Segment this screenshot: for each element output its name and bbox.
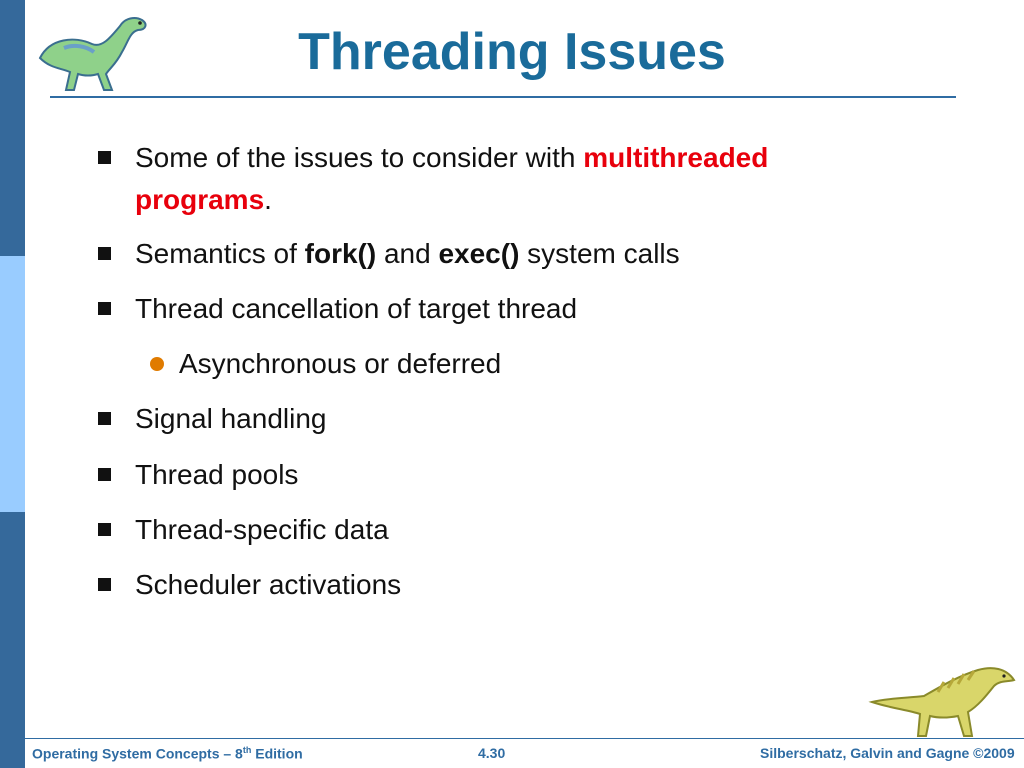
highlight-term: multithreaded	[583, 142, 769, 173]
square-bullet-icon	[98, 151, 111, 164]
square-bullet-icon	[98, 247, 111, 260]
bullet-text-post: system calls	[519, 238, 680, 269]
footer-authors: Silberschatz, Galvin and Gagne ©2009	[760, 745, 1015, 761]
round-bullet-icon	[150, 357, 164, 371]
bullet-text: Thread cancellation of target thread	[135, 293, 578, 324]
bullet-text: Thread pools	[135, 459, 299, 490]
square-bullet-icon	[98, 523, 111, 536]
slide-title: Threading Issues	[298, 23, 726, 81]
code-term-fork: fork()	[304, 238, 377, 269]
bullet-text-mid: and	[376, 238, 439, 269]
bullet-text: Some of the issues to consider with	[135, 142, 584, 173]
bullet-text: Signal handling	[135, 403, 327, 434]
footer-book-title: Operating System Concepts – 8th Edition	[32, 745, 303, 762]
page-number: 4.30	[478, 745, 506, 761]
square-bullet-icon	[98, 412, 111, 425]
bullet-text-pre: Semantics of	[135, 238, 305, 269]
code-term-exec: exec()	[438, 238, 520, 269]
sidebar-light-segment	[0, 256, 25, 512]
left-sidebar-stripe	[0, 0, 25, 768]
square-bullet-icon	[98, 302, 111, 315]
bullet-text: Thread-specific data	[135, 514, 389, 545]
footer-divider	[25, 738, 1024, 739]
highlight-term-continuation: programs	[135, 184, 265, 215]
square-bullet-icon	[98, 578, 111, 591]
sub-bullet-text: Asynchronous or deferred	[179, 348, 502, 379]
dinosaur-logo-bottom-icon	[868, 658, 1018, 742]
title-divider	[50, 96, 956, 98]
square-bullet-icon	[98, 468, 111, 481]
bullet-tail: .	[264, 184, 272, 215]
bullet-text: Scheduler activations	[135, 569, 402, 600]
